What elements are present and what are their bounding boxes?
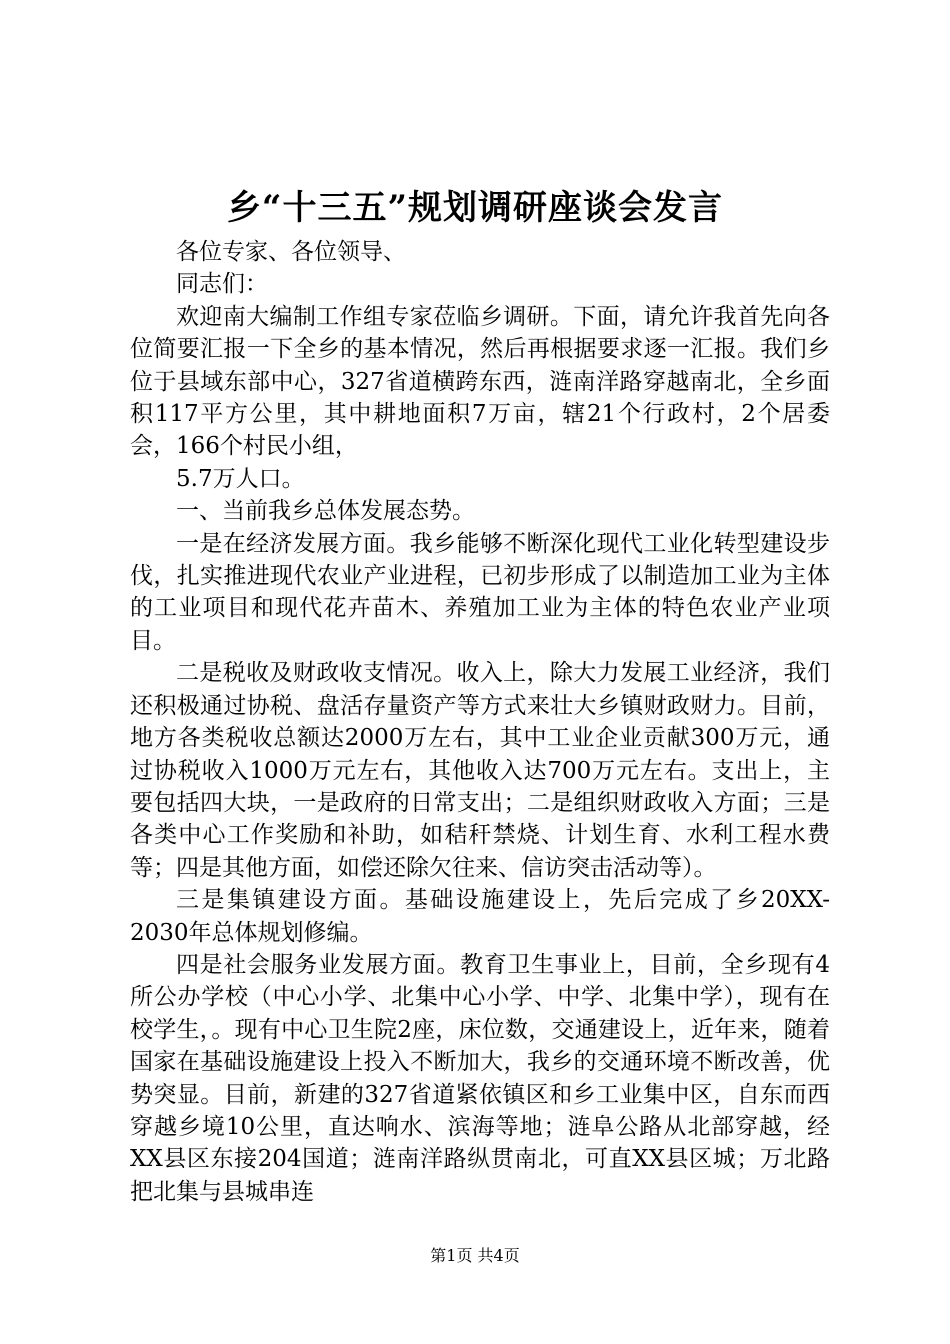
page-number-footer: 第1页 共4页 [430,1246,520,1265]
paragraph: 同志们： [176,271,268,298]
paragraph: 三是集镇建设方面。基础设施建设上，先后完成了乡20XX-2030年总体规划修编。 [130,887,830,946]
paragraph: 一、当前我乡总体发展态势。 [176,498,475,525]
document-title: 乡“十三五”规划调研座谈会发言 [226,188,724,228]
paragraph: 一是在经济发展方面。我乡能够不断深化现代工业化转型建设步伐，扎实推进现代农业产业进程，已初步形成了以制造加工业为主体的工业项目和现代花卉苗木、养殖加工业为主体的特色农业产业项目。 [130,530,830,654]
paragraph: 四是社会服务业发展方面。教育卫生事业上，目前，全乡现有4所公办学校（中心小学、北集中心小学、中学、北集中学），现有在校学生，。现有中心卫生院2座，床位数，交通建设上，近年来，随着国家在基础设施建设上投入不断加大，我乡的交通环境不断改善，优势突显。目前，新建的327省道紧依镇区和乡工业集中区，自东而西穿越乡境10公里，直达响水、滨海等地；涟阜公路从北部穿越，经XX县区东接204国道；涟南洋路纵贯南北，可直XX县区城；万北路把北集与县城串连 [130,951,830,1205]
paragraph: 各位专家、各位领导、 [176,239,406,265]
paragraph: 欢迎南大编制工作组专家莅临乡调研。下面，请允许我首先向各位简要汇报一下全乡的基本情况，然后再根据要求逐一汇报。我们乡位于县域东部中心，327省道横跨东西，涟南洋路穿越南北，全乡面积117平方公里，其中耕地面积7万亩，辖21个行政村，2个居委会，166个村民小组， [130,303,830,460]
paragraph: 二是税收及财政收支情况。收入上，除大力发展工业经济，我们还积极通过协税、盘活存量资产等方式来壮大乡镇财政财力。目前，地方各类税收总额达2000万左右，其中工业企业贡献300万元，通过协税收入1000万元左右，其他收入达700万元左右。支出上，主要包括四大块，一是政府的日常支出；二是组织财政收入方面；三是各类中心工作奖励和补助，如秸秆禁烧、计划生育、水利工程水费等；四是其他方面，如偿还除欠往来、信访突击活动等）。 [130,660,830,881]
paragraph: 5.7万人口。 [176,465,305,492]
document-body [130,236,830,1208]
